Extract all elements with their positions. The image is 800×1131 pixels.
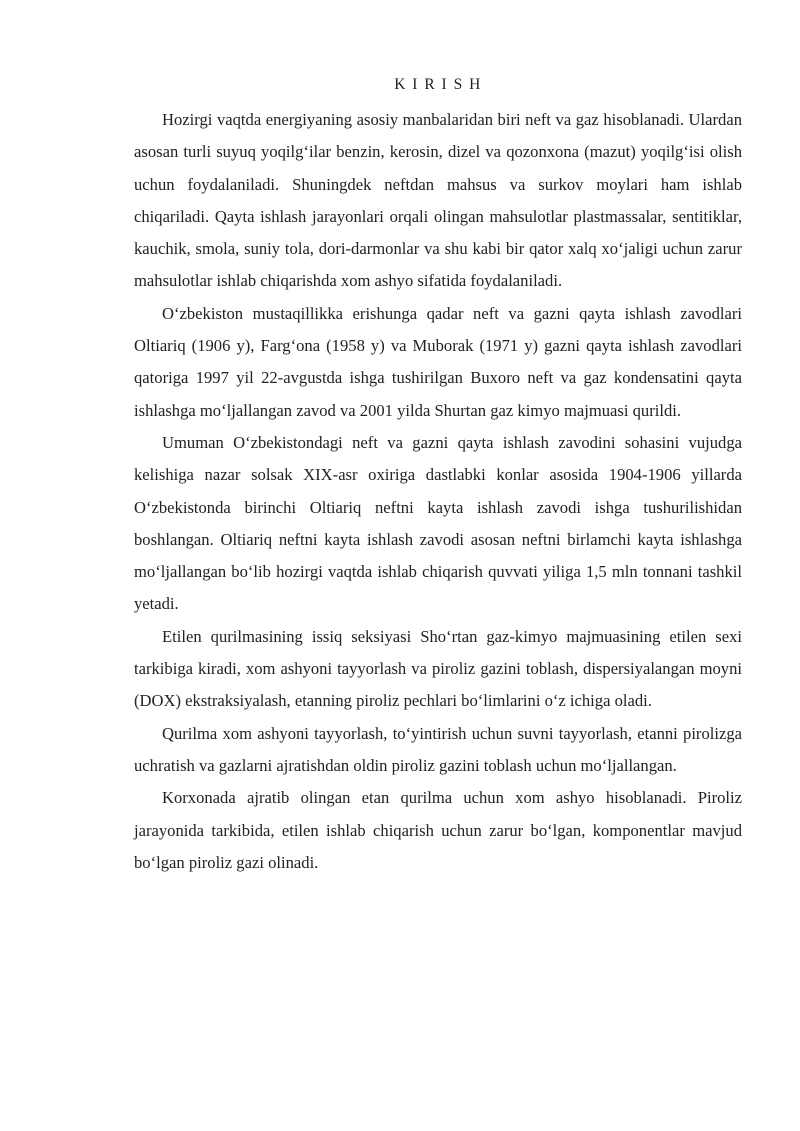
- paragraph: Hozirgi vaqtda energiyaning asosiy manbalaridan biri neft va gaz hisoblanadi. Ulardan asosan turli suyuq yoqilg‘ilar benzin, kerosin, dizel va qozonxona (mazut) yoqilg‘isi olish uchun foydalaniladi. Shuningdek neftdan mahsus va surkov moylari ham ishlab chiqariladi. Qayta ishlash jarayonlari orqali olingan mahsulotlar plastmassalar, sentitiklar, kauchik, smola, suniy tola, dori-darmonlar va shu kabi bir qator xalq xo‘jaligi uchun zarur mahsulotlar ishlab chiqarishda xom ashyo sifatida foydalaniladi.: [134, 110, 742, 291]
- paragraph: Qurilma xom ashyoni tayyorlash, to‘yintirish uchun suvni tayyorlash, etanni pirolizga uchratish va gazlarni ajratishdan oldin piroliz gazini toblash uchun mo‘ljallangan.: [134, 723, 742, 775]
- page-title: K I R I S H: [394, 76, 482, 93]
- paragraph: Etilen qurilmasining issiq seksiyasi Sho‘rtan gaz-kimyo majmuasining etilen sexi tarkibiga kiradi, xom ashyoni tayyorlash va piroliz gazini toblash, dispersiyalangan moyni (DOX) ekstraksiyalash, etanning piroliz pechlari bo‘limlarini o‘z ichiga oladi.: [134, 626, 742, 711]
- paragraph: Umuman O‘zbekistondagi neft va gazni qayta ishlash zavodini sohasini vujudga kelishiga nazar solsak XIX-asr oxiriga dastlabki konlar asosida 1904-1906 yillarda O‘zbekistonda birinchi Oltiariq neftni kayta ishlash zavodi ishga tushurilishidan boshlangan. Oltiariq neftni kayta ishlash zavodi asosan neftni birlamchi kayta ishlashga mo‘ljallangan bo‘lib hozirgi vaqtda ishlab chiqarish quvvati yiliga 1,5 mln tonnani tashkil yetadi.: [134, 432, 742, 614]
- paragraph: Korxonada ajratib olingan etan qurilma uchun xom ashyo hisoblanadi. Piroliz jarayonida tarkibida, etilen ishlab chiqarish uchun zarur bo‘lgan, komponentlar mavjud bo‘lgan piroliz gazi olinadi.: [134, 788, 742, 872]
- paragraph: O‘zbekiston mustaqillikka erishunga qadar neft va gazni qayta ishlash zavodlari Oltiariq (1906 y), Farg‘ona (1958 y) va Muborak (1971 y) gazni qayta ishlash zavodlari qatoriga 1997 yil 22-avgustda ishga tushirilgan Buxoro neft va gaz kondensatini qayta ishlashga mo‘ljallangan zavod va 2001 yilda Shurtan gaz kimyo majmuasi qurildi.: [134, 303, 742, 420]
- document-page: [134, 74, 742, 879]
